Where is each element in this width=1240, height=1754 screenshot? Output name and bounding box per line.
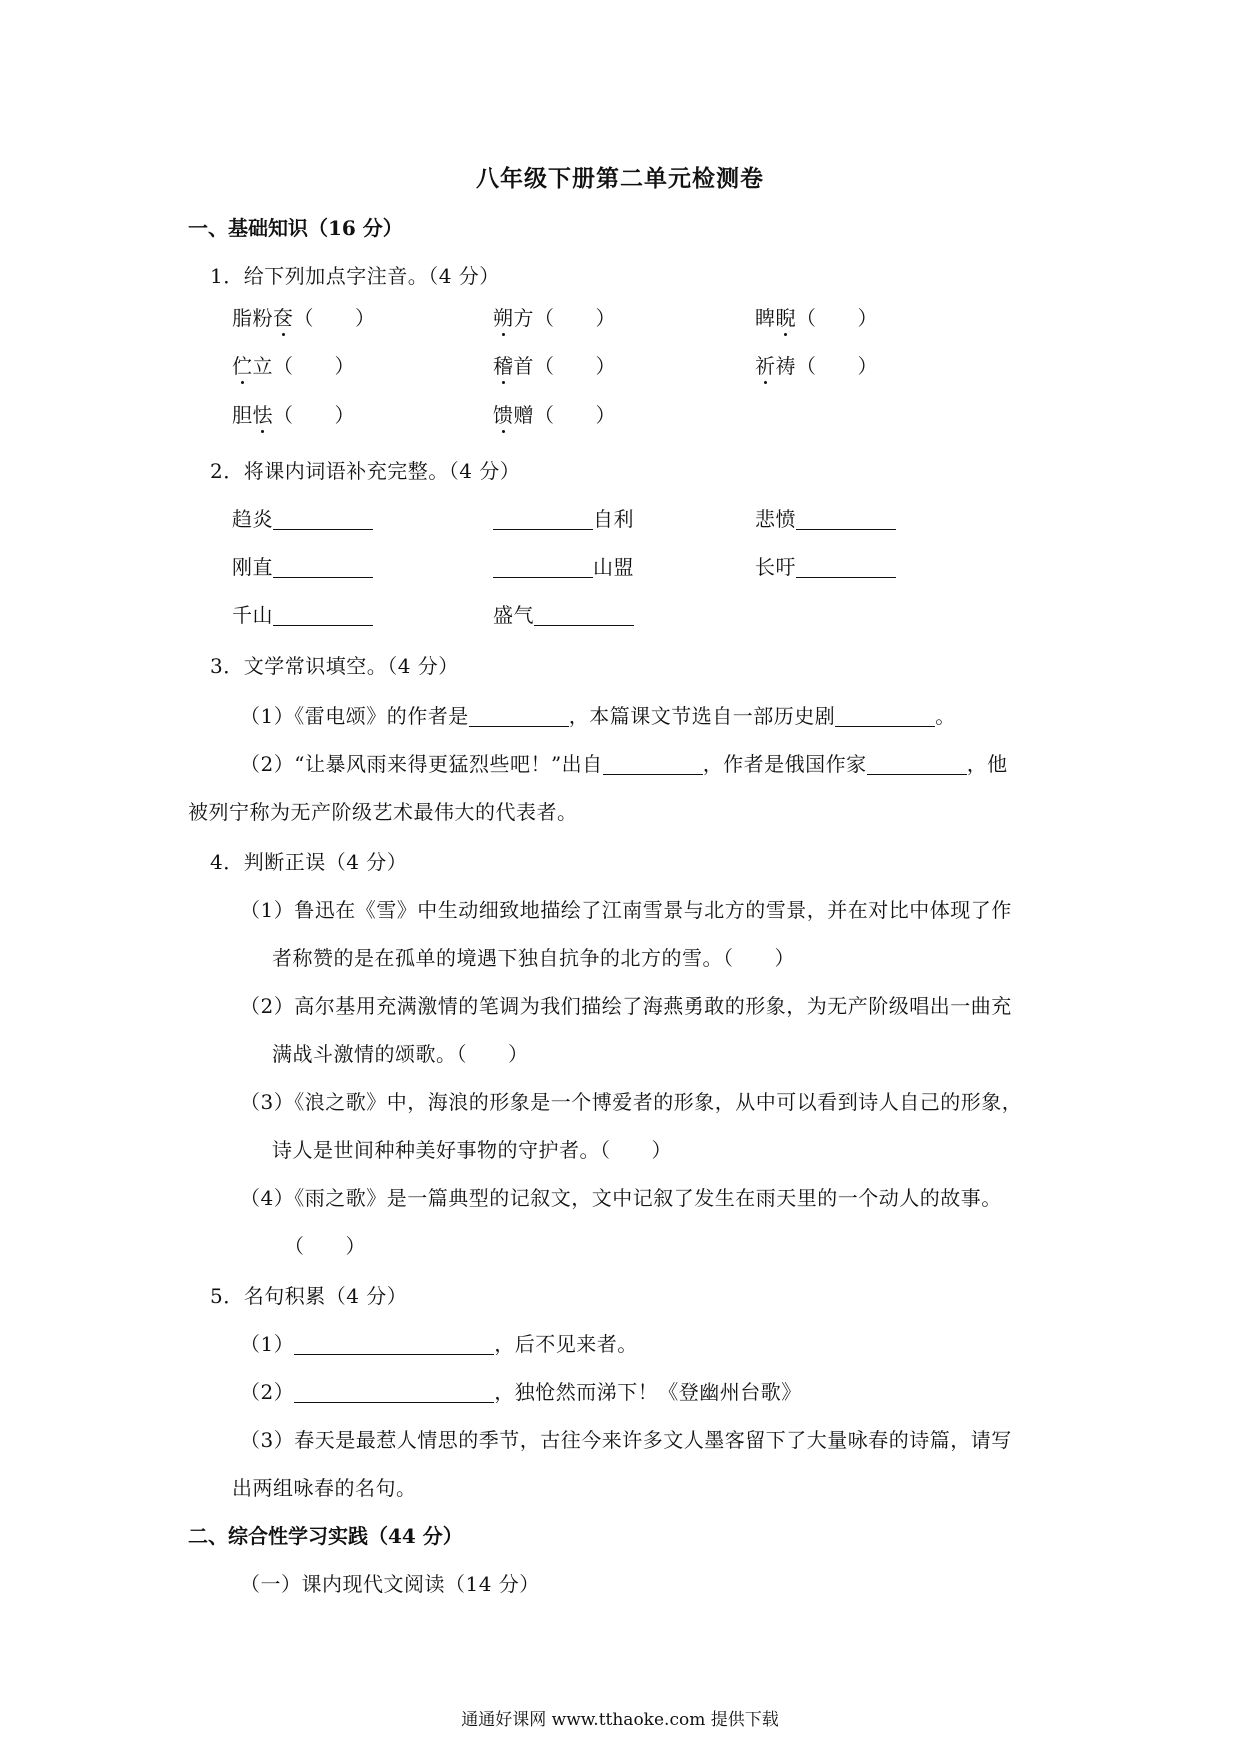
q1-item: 稽首（ ） (493, 354, 616, 378)
answer-blank (867, 754, 967, 775)
q3-item-1: （1）《雷电颂》的作者是 ，本篇课文节选自一部历史剧 。 (240, 704, 956, 728)
q1-prompt: 1．给下列加点字注音。（4 分） (210, 264, 500, 288)
page-title: 八年级下册第二单元检测卷 (476, 165, 764, 192)
q4-item-1-cont: 者称赞的是在孤单的境遇下独自抗争的北方的雪。（ ） (272, 946, 795, 970)
dotted-char: 朔 (493, 306, 514, 330)
footer-text: 通通好课网 www.tthaoke.com 提供下载 (461, 1710, 779, 1730)
dotted-char: 祈 (755, 354, 776, 378)
q3-item-2-cont: 被列宁称为无产阶级艺术最伟大的代表者。 (188, 800, 578, 824)
answer-blank (294, 1334, 494, 1355)
q4-item-2-cont: 满战斗激情的颂歌。（ ） (272, 1042, 529, 1066)
q4-item-4: （4）《雨之歌》是一篇典型的记叙文，文中记叙了发生在雨天里的一个动人的故事。 (240, 1186, 1002, 1210)
q4-item-3: （3）《浪之歌》中，海浪的形象是一个博爱者的形象，从中可以看到诗人自己的形象， (240, 1090, 1023, 1114)
answer-blank (469, 706, 569, 727)
dotted-char: 睨 (775, 306, 796, 330)
answer-blank (835, 706, 935, 727)
answer-blank (493, 509, 593, 530)
dotted-char: 伫 (232, 354, 253, 378)
q4-prompt: 4．判断正误（4 分） (210, 850, 408, 874)
answer-blank (603, 754, 703, 775)
answer-blank (796, 509, 896, 530)
dotted-char: 馈 (493, 403, 514, 427)
section1-heading: 一、基础知识（16 分） (188, 216, 403, 240)
answer-blank (273, 557, 373, 578)
q2-item: 刚直 (232, 551, 373, 580)
q5-item-3-cont: 出两组咏春的名句。 (232, 1476, 417, 1500)
q4-item-1: （1）鲁迅在《雪》中生动细致地描绘了江南雪景与北方的雪景，并在对比中体现了作 (240, 898, 1012, 922)
q1-item: 朔方（ ） (493, 306, 616, 330)
q2-prompt: 2．将课内词语补充完整。（4 分） (210, 459, 521, 483)
q1-item: 馈赠（ ） (493, 403, 616, 427)
q2-item: 悲愤 (755, 503, 896, 532)
q3-item-2: （2）“让暴风雨来得更猛烈些吧！”出自 ，作者是俄国作家 ，他 (240, 752, 1008, 776)
answer-blank (796, 557, 896, 578)
q5-prompt: 5．名句积累（4 分） (210, 1284, 408, 1308)
section2-heading: 二、综合性学习实践（44 分） (188, 1524, 463, 1548)
q1-item: 睥睨（ ） (755, 306, 878, 330)
q2-item: 自利 (493, 503, 634, 532)
q4-item-4-cont: （ ） (284, 1234, 366, 1258)
q5-item-2: （2） ，独怆然而涕下！《登幽州台歌》 (240, 1380, 802, 1404)
answer-blank (294, 1382, 494, 1403)
answer-blank (534, 605, 634, 626)
answer-blank (273, 509, 373, 530)
q5-item-3: （3）春天是最惹人情思的季节，古往今来许多文人墨客留下了大量咏春的诗篇，请写 (240, 1428, 1012, 1452)
q2-item: 长吁 (755, 551, 896, 580)
answer-blank (493, 557, 593, 578)
q1-item: 胆怯（ ） (232, 403, 355, 427)
q2-item: 千山 (232, 599, 373, 628)
q3-prompt: 3．文学常识填空。（4 分） (210, 654, 459, 678)
answer-blank (273, 605, 373, 626)
dotted-char: 奁 (273, 306, 294, 330)
dotted-char: 怯 (252, 403, 273, 427)
q2-item: 盛气 (493, 599, 634, 628)
section2-sub1: （一）课内现代文阅读（14 分） (240, 1572, 540, 1596)
q5-item-1: （1） ，后不见来者。 (240, 1332, 638, 1356)
q2-item: 趋炎 (232, 503, 373, 532)
q1-item: 脂粉奁（ ） (232, 306, 376, 330)
q4-item-2: （2）高尔基用充满激情的笔调为我们描绘了海燕勇敢的形象，为无产阶级唱出一曲充 (240, 994, 1012, 1018)
q1-item: 祈祷（ ） (755, 354, 878, 378)
dotted-char: 稽 (493, 354, 514, 378)
q1-item: 伫立（ ） (232, 354, 355, 378)
q4-item-3-cont: 诗人是世间种种美好事物的守护者。（ ） (272, 1138, 672, 1162)
q2-item: 山盟 (493, 551, 634, 580)
